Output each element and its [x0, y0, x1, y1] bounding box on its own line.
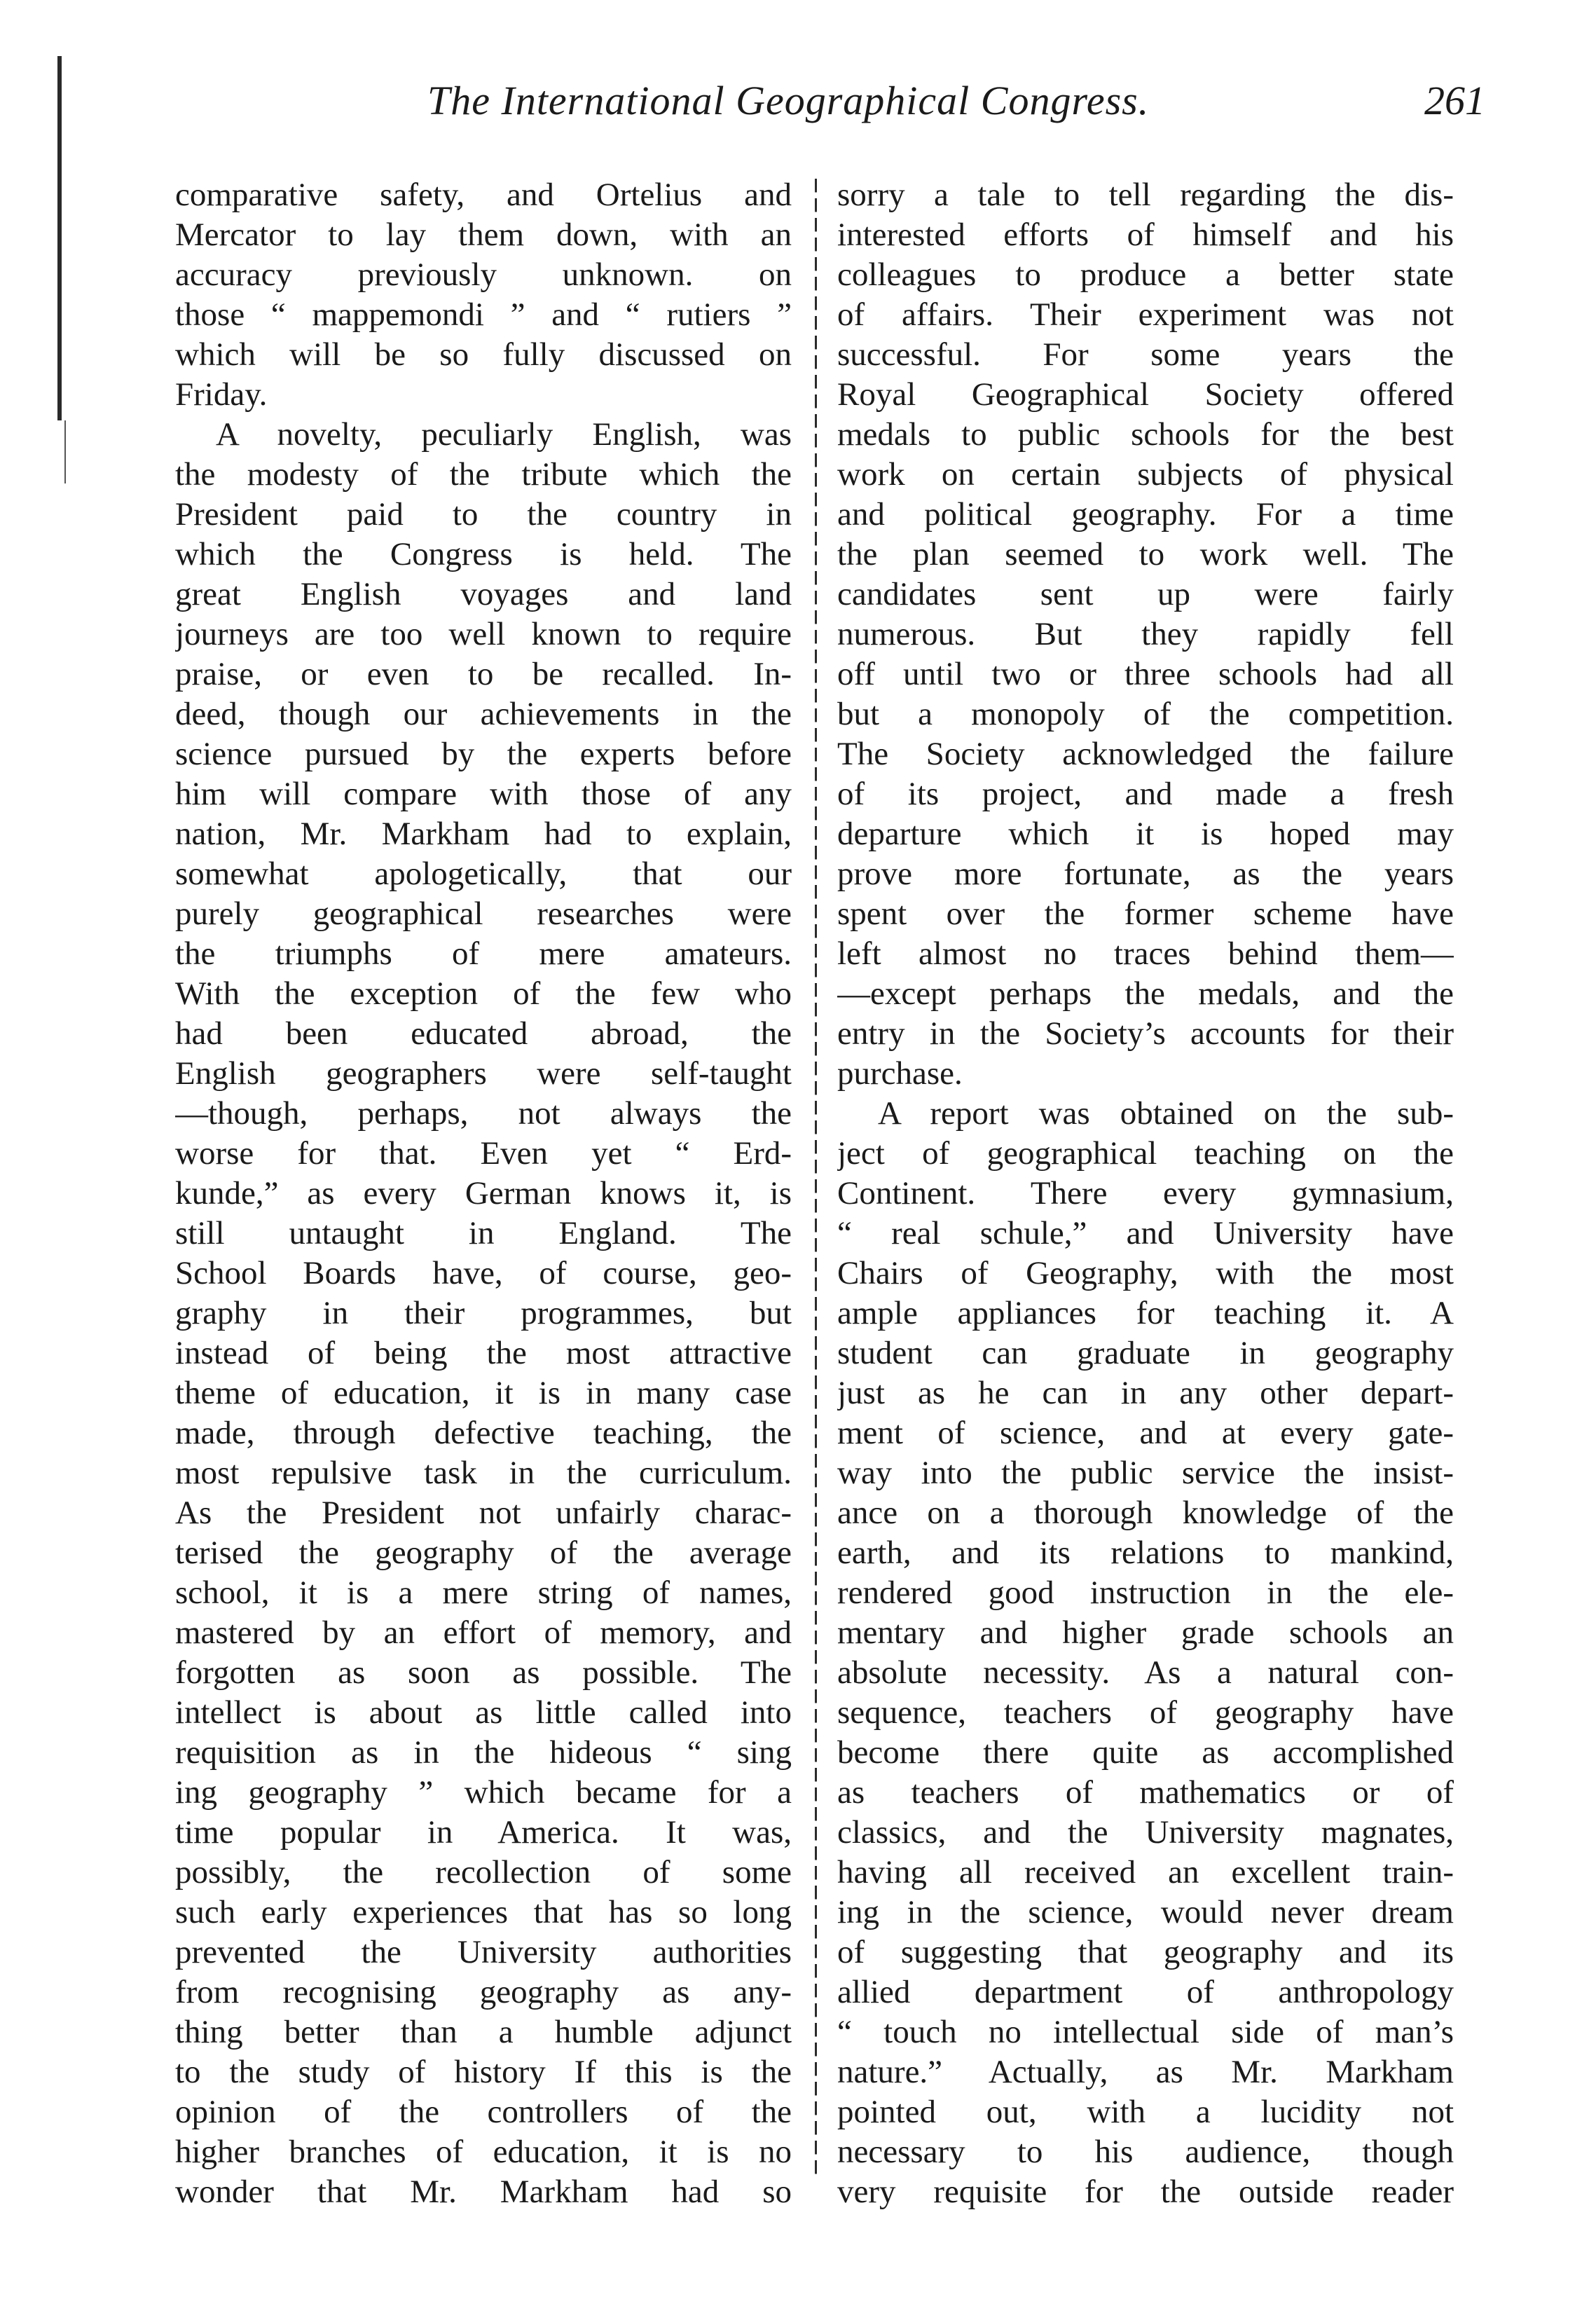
text-line: School Boards have, of course, geo-: [175, 1255, 792, 1291]
text-line: kunde,” as every German knows it, is: [175, 1175, 792, 1212]
text-line: ance on a thorough knowledge of the: [837, 1495, 1454, 1531]
left-text-column: [175, 175, 792, 2212]
text-line: as teachers of mathematics or of: [837, 1774, 1454, 1811]
text-line: the triumphs of mere amateurs.: [175, 935, 792, 972]
text-line: sorry a tale to tell regarding the dis-: [837, 177, 1454, 213]
right-text-column: [837, 175, 1454, 2212]
text-line: very requisite for the outside reader: [837, 2174, 1454, 2210]
text-line: mentary and higher grade schools an: [837, 1614, 1454, 1651]
text-line: Mercator to lay them down, with an: [175, 217, 792, 253]
text-line: A novelty, peculiarly English, was: [216, 416, 792, 453]
text-line: praise, or even to be recalled. In-: [175, 656, 792, 692]
text-line: still untaught in England. The: [175, 1215, 792, 1251]
text-line: intellect is about as little called into: [175, 1694, 792, 1731]
text-line: rendered good instruction in the ele-: [837, 1574, 1454, 1611]
text-line: graphy in their programmes, but: [175, 1295, 792, 1331]
text-line: A report was obtained on the sub-: [878, 1095, 1454, 1132]
text-line: instead of being the most attractive: [175, 1335, 792, 1371]
text-line: Chairs of Geography, with the most: [837, 1255, 1454, 1291]
text-line: ing in the science, would never dream: [837, 1894, 1454, 1930]
text-line: worse for that. Even yet “ Erd-: [175, 1135, 792, 1172]
text-line: departure which it is hoped may: [837, 816, 1454, 852]
text-line: mastered by an effort of memory, and: [175, 1614, 792, 1651]
text-line: purchase.: [837, 1055, 963, 1092]
text-line: thing better than a humble adjunct: [175, 2014, 792, 2050]
text-line: such early experiences that has so long: [175, 1894, 792, 1930]
text-line: Continent. There every gymnasium,: [837, 1175, 1454, 1212]
text-line: somewhat apologetically, that our: [175, 856, 792, 892]
text-line: off until two or three schools had all: [837, 656, 1454, 692]
text-line: become there quite as accomplished: [837, 1734, 1454, 1771]
text-line: English geographers were self-taught: [175, 1055, 792, 1092]
text-line: The Society acknowledged the failure: [837, 736, 1454, 772]
column-divider-rule: [815, 179, 817, 2176]
text-line: possibly, the recollection of some: [175, 1854, 792, 1890]
text-line: deed, though our achievements in the: [175, 696, 792, 732]
text-line: requisition as in the hideous “ sing: [175, 1734, 792, 1771]
text-line: colleagues to produce a better state: [837, 256, 1454, 293]
text-line: President paid to the country in: [175, 496, 792, 533]
text-line: ing geography ” which became for a: [175, 1774, 792, 1811]
text-line: science pursued by the experts before: [175, 736, 792, 772]
text-line: higher branches of education, it is no: [175, 2134, 792, 2170]
text-line: interested efforts of himself and his: [837, 217, 1454, 253]
text-line: way into the public service the insist-: [837, 1455, 1454, 1491]
text-line: ject of geographical teaching on the: [837, 1135, 1454, 1172]
text-line: earth, and its relations to mankind,: [837, 1535, 1454, 1571]
text-line: from recognising geography as any-: [175, 1974, 792, 2010]
text-line: the modesty of the tribute which the: [175, 456, 792, 493]
text-line: absolute necessity. As a natural con-: [837, 1654, 1454, 1691]
text-line: As the President not unfairly charac-: [175, 1495, 792, 1531]
text-line: accuracy previously unknown. on: [175, 256, 792, 293]
text-line: sequence, teachers of geography have: [837, 1694, 1454, 1731]
text-line: which the Congress is held. The: [175, 536, 792, 572]
text-line: comparative safety, and Ortelius and: [175, 177, 792, 213]
text-line: just as he can in any other depart-: [837, 1375, 1454, 1411]
text-line: nature.” Actually, as Mr. Markham: [837, 2054, 1454, 2090]
text-line: and political geography. For a time: [837, 496, 1454, 533]
text-line: opinion of the controllers of the: [175, 2094, 792, 2130]
text-line: terised the geography of the average: [175, 1535, 792, 1571]
binding-edge-mark-lower: [64, 420, 66, 483]
text-line: classics, and the University magnates,: [837, 1814, 1454, 1851]
text-line: student can graduate in geography: [837, 1335, 1454, 1371]
text-line: prevented the University authorities: [175, 1934, 792, 1970]
text-line: made, through defective teaching, the: [175, 1415, 792, 1451]
text-line: had been educated abroad, the: [175, 1015, 792, 1052]
text-line: journeys are too well known to require: [175, 616, 792, 652]
text-line: school, it is a mere string of names,: [175, 1574, 792, 1611]
text-line: most repulsive task in the curriculum.: [175, 1455, 792, 1491]
text-line: him will compare with those of any: [175, 776, 792, 812]
text-line: “ real schule,” and University have: [837, 1215, 1454, 1251]
text-line: but a monopoly of the competition.: [837, 696, 1454, 732]
text-line: medals to public schools for the best: [837, 416, 1454, 453]
text-line: “ touch no intellectual side of man’s: [837, 2014, 1454, 2050]
text-line: —except perhaps the medals, and the: [837, 975, 1454, 1012]
text-line: of suggesting that geography and its: [837, 1934, 1454, 1970]
text-line: prove more fortunate, as the years: [837, 856, 1454, 892]
text-line: forgotten as soon as possible. The: [175, 1654, 792, 1691]
text-line: Friday.: [175, 376, 268, 413]
text-line: allied department of anthropology: [837, 1974, 1454, 2010]
text-line: having all received an excellent train-: [837, 1854, 1454, 1890]
text-line: nation, Mr. Markham had to explain,: [175, 816, 792, 852]
running-head: [168, 77, 1485, 140]
text-line: those “ mappemondi ” and “ rutiers ”: [175, 296, 792, 333]
text-line: to the study of history If this is the: [175, 2054, 792, 2090]
text-line: ample appliances for teaching it. A: [837, 1295, 1454, 1331]
text-line: left almost no traces behind them—: [837, 935, 1454, 972]
text-line: —though, perhaps, not always the: [175, 1095, 792, 1132]
text-line: wonder that Mr. Markham had so: [175, 2174, 792, 2210]
text-line: spent over the former scheme have: [837, 895, 1454, 932]
text-line: theme of education, it is in many case: [175, 1375, 792, 1411]
text-line: pointed out, with a lucidity not: [837, 2094, 1454, 2130]
text-line: entry in the Society’s accounts for their: [837, 1015, 1454, 1052]
text-line: ment of science, and at every gate-: [837, 1415, 1454, 1451]
text-line: work on certain subjects of physical: [837, 456, 1454, 493]
text-line: which will be so fully discussed on: [175, 336, 792, 373]
page-number: 261: [1424, 78, 1485, 123]
text-line: successful. For some years the: [837, 336, 1454, 373]
text-line: necessary to his audience, though: [837, 2134, 1454, 2170]
text-line: numerous. But they rapidly fell: [837, 616, 1454, 652]
text-line: With the exception of the few who: [175, 975, 792, 1012]
text-line: great English voyages and land: [175, 576, 792, 612]
running-title: The International Geographical Congress.: [427, 78, 1150, 123]
binding-edge-mark: [57, 56, 62, 420]
text-line: purely geographical researches were: [175, 895, 792, 932]
text-line: Royal Geographical Society offered: [837, 376, 1454, 413]
text-line: the plan seemed to work well. The: [837, 536, 1454, 572]
text-line: of its project, and made a fresh: [837, 776, 1454, 812]
text-line: candidates sent up were fairly: [837, 576, 1454, 612]
text-line: of affairs. Their experiment was not: [837, 296, 1454, 333]
text-line: time popular in America. It was,: [175, 1814, 792, 1851]
